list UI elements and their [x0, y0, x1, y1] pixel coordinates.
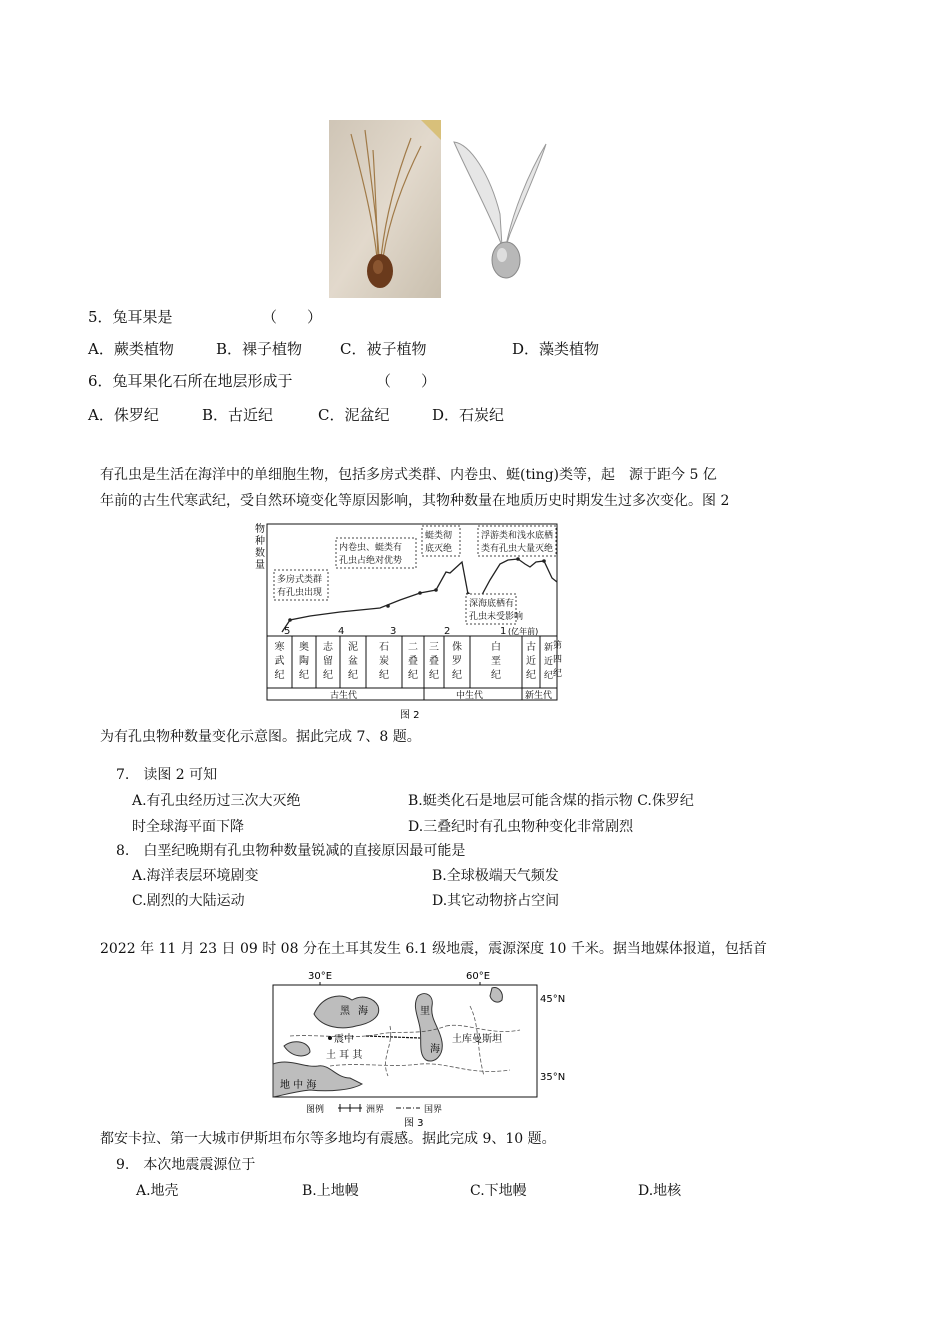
q9-option-b: B.上地幔: [302, 1183, 359, 1199]
fig2-era-paleozoic: 古生代: [330, 691, 358, 701]
fig2-tick-5: 5: [284, 626, 291, 637]
fig2-period-2: 志: [323, 642, 333, 653]
fig2-period-6: 纪: [429, 670, 439, 681]
fig2-tick-1: 1: [500, 626, 507, 637]
fig2-period-8: 白: [491, 642, 501, 653]
figure-2-foraminifera-chart: [250, 520, 563, 725]
fig3-lon-30e: 30°E: [308, 971, 333, 982]
fig2-ylabel-1: 物: [255, 524, 265, 535]
fig2-period-1: 纪: [299, 670, 309, 681]
fig2-era-mesozoic: 中生代: [456, 691, 484, 701]
fig3-legend-continent: 洲界: [366, 1105, 385, 1115]
fig2-ylabel-4: 量: [255, 560, 265, 571]
fig3-epicenter: 震中: [334, 1034, 354, 1045]
fig2-period-10: 新: [543, 643, 554, 653]
figure-3-map: [270, 966, 580, 1128]
fig2-box1-line2: 有孔虫出现: [277, 588, 323, 598]
fig3-lat-35n: 35°N: [540, 1072, 566, 1083]
q9-stem: 9. 本次地震震源位于: [116, 1157, 256, 1173]
fig2-tick-3: 3: [390, 626, 397, 637]
fig3-lat-45n: 45°N: [540, 994, 566, 1005]
fig2-period-5: 叠: [408, 656, 418, 667]
fig2-period-8: 垩: [491, 656, 501, 667]
fig2-box5-line2: 孔虫未受影响: [469, 612, 524, 622]
q8-option-a: A.海洋表层环境剧变: [132, 868, 259, 884]
q5-option-b: B．裸子植物: [216, 340, 303, 358]
fig2-period-0: 武: [274, 656, 285, 667]
fig3-black-sea-1: 黑: [340, 1006, 350, 1017]
epicenter-marker: [328, 1036, 332, 1040]
fig2-ylabel-2: 种: [255, 536, 265, 547]
intro3-line1: 2022 年 11 月 23 日 09 时 08 分在土耳其发生 6.1 级地震，震源深度 10 千米。据当地媒体报道，包括首: [100, 941, 767, 957]
fig3-caption: 图 3: [404, 1118, 424, 1129]
fig2-period-4: 石: [379, 642, 389, 653]
fig3-lon-60e: 60°E: [466, 971, 491, 982]
fig2-period-6: 三: [429, 642, 439, 653]
fig2-period-10: 近: [543, 657, 554, 667]
fig2-period-7: 纪: [452, 670, 462, 681]
fig2-period-3: 泥: [348, 642, 358, 653]
fig3-black-sea-2: 海: [358, 1006, 368, 1017]
q6-option-d: D．石炭纪: [432, 406, 505, 424]
q5-paren: （ ）: [262, 308, 323, 326]
q5-option-d: D．藻类植物: [512, 340, 600, 358]
q7-option-b: B.蜓类化石是地层可能含煤的指示物 C.侏罗纪: [408, 793, 694, 809]
q5-option-a: A．蕨类植物: [88, 340, 174, 358]
fig3-caspian-1: 里: [420, 1006, 430, 1017]
fig2-tick-2: 2: [444, 626, 451, 637]
fig3-mediterranean: 地 中 海: [280, 1080, 317, 1091]
fig2-ylabel-3: 数: [255, 548, 265, 559]
fig2-period-0: 寒: [274, 642, 285, 653]
fig2-period-6: 叠: [429, 656, 439, 667]
fig3-legend-title: 图例: [306, 1105, 325, 1115]
q9-option-c: C.下地幔: [470, 1183, 527, 1199]
q7-option-c-cont: 时全球海平面下降: [132, 819, 244, 835]
fig2-box4-line1: 浮游类和浅水底栖: [481, 531, 554, 541]
fig2-period-2: 纪: [323, 670, 333, 681]
q7-option-d: D.三叠纪时有孔虫物种变化非常剧烈: [408, 819, 634, 835]
fig2-period-2: 留: [323, 656, 333, 667]
fig2-period-11: 四: [553, 655, 563, 665]
fig2-period-0: 纪: [274, 670, 285, 681]
intro2-line1: 有孔虫是生活在海洋中的单细胞生物，包括多房式类群、内卷虫、蜓(ting)类等，起 源于距今 5 亿: [100, 467, 717, 483]
fig2-era-cenozoic: 新生代: [525, 691, 553, 701]
fig2-period-11: 纪: [553, 669, 563, 679]
q9-option-d: D.地核: [638, 1183, 682, 1199]
fossil-photo: [329, 120, 441, 298]
fig2-box3-line2: 底灭绝: [425, 544, 453, 554]
fig3-legend-border: 国界: [424, 1105, 443, 1115]
fig2-period-9: 纪: [526, 670, 536, 681]
intro3-line2: 都安卡拉、第一大城市伊斯坦布尔等多地均有震感。据此完成 9、10 题。: [100, 1131, 556, 1147]
q6-option-c: C．泥盆纪: [318, 406, 390, 424]
fig3-turkey: 土 耳 其: [326, 1050, 363, 1061]
q8-stem: 8. 白垩纪晚期有孔虫物种数量锐减的直接原因最可能是: [116, 843, 466, 859]
fig2-box2-line1: 内卷虫、蜓类有: [339, 543, 403, 553]
q7-stem: 7. 读图 2 可知: [116, 767, 218, 783]
q5-stem: 5．兔耳果是: [88, 308, 173, 326]
fig2-tick-4: 4: [338, 626, 345, 637]
q6-paren: （ ）: [376, 372, 437, 390]
q6-option-a: A．侏罗纪: [88, 406, 159, 424]
q5-option-c: C．被子植物: [340, 340, 427, 358]
fig2-period-7: 罗: [452, 656, 462, 667]
fig2-box2-line2: 孔虫占绝对优势: [339, 556, 403, 566]
fig2-period-11: 第: [553, 641, 563, 651]
fig2-box5-line1: 深海底栖有: [469, 599, 515, 609]
fig2-period-1: 奥: [299, 642, 309, 653]
fig2-period-9: 古: [526, 642, 536, 653]
fig2-box3-line1: 蜓类彻: [425, 531, 453, 541]
q7-option-a: A.有孔虫经历过三次大灭绝: [132, 793, 301, 809]
fossil-drawing: [450, 134, 550, 284]
fig2-box4-line2: 类有孔虫大量灭绝: [481, 544, 554, 554]
fig2-period-9: 近: [526, 656, 536, 667]
fig2-caption: 图 2: [400, 710, 420, 721]
q9-option-a: A.地壳: [136, 1183, 179, 1199]
intro2-line2: 年前的古生代寒武纪，受自然环境变化等原因影响，其物种数量在地质历史时期发生过多次变化。图 2: [100, 493, 730, 509]
fig2-period-5: 纪: [408, 670, 418, 681]
q8-option-c: C.剧烈的大陆运动: [132, 893, 245, 909]
fig2-period-4: 炭: [379, 656, 389, 667]
fig2-period-1: 陶: [299, 656, 309, 667]
fig2-period-7: 侏: [452, 642, 462, 653]
fig2-period-8: 纪: [491, 670, 501, 681]
q6-option-b: B．古近纪: [202, 406, 274, 424]
intro2-line3: 为有孔虫物种数量变化示意图。据此完成 7、8 题。: [100, 729, 421, 745]
q8-option-b: B.全球极端天气频发: [432, 868, 559, 884]
q6-stem: 6．兔耳果化石所在地层形成于: [88, 372, 293, 390]
fig3-caspian-2: 海: [430, 1044, 440, 1055]
fig2-period-5: 二: [408, 642, 418, 653]
fig2-period-4: 纪: [379, 670, 389, 681]
fig2-box1-line1: 多房式类群: [277, 575, 323, 585]
fig3-turkmenistan: 土库曼斯坦: [452, 1034, 502, 1045]
fig2-unit: (亿年前): [508, 627, 539, 636]
fig2-period-3: 纪: [348, 670, 358, 681]
q8-option-d: D.其它动物挤占空间: [432, 893, 560, 909]
fig2-period-3: 盆: [348, 656, 358, 667]
fig2-period-10: 纪: [543, 671, 554, 681]
